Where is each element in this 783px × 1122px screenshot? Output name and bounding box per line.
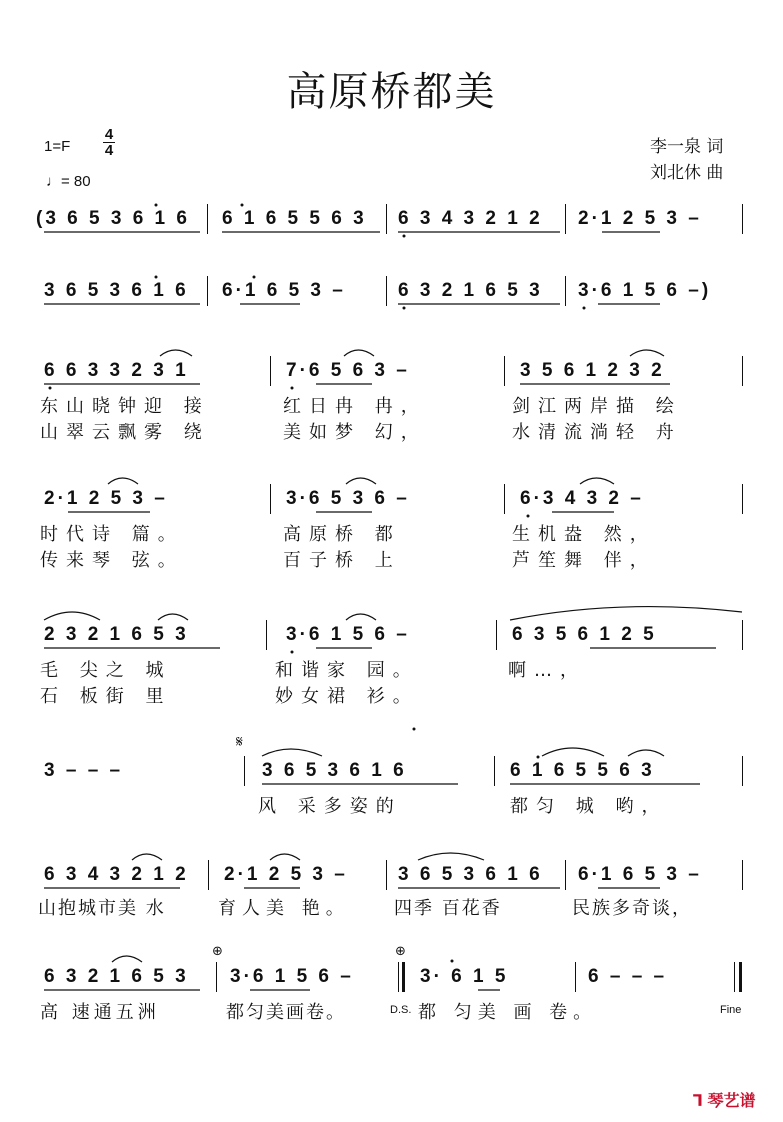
octave-dot — [291, 387, 294, 390]
quarter-note-icon: ♩ — [46, 173, 61, 190]
system-4-lyrics-2a: 传来琴 弦。 — [40, 550, 184, 571]
slur — [346, 478, 376, 484]
octave-dot — [451, 960, 454, 963]
slur — [132, 854, 162, 860]
system-2-measure-3: 6 3 2 1 6 5 3 — [398, 280, 543, 301]
slur — [630, 350, 664, 356]
octave-dot — [413, 728, 416, 731]
system-3-lyrics-2b: 美如梦 幻， — [283, 422, 427, 443]
slur — [108, 478, 138, 484]
system-1-measure-4: 2·1 2 5 3 – — [578, 208, 702, 229]
coda-icon-2: ⊕ — [395, 944, 406, 959]
slur — [542, 748, 604, 756]
segno-icon: 𝄋 — [236, 732, 243, 751]
system-2-measure-4: 3·6 1 5 6 –) — [578, 280, 712, 301]
system-3-lyrics-2c: 水清流淌轻 舟 — [512, 422, 682, 443]
slur — [160, 350, 192, 356]
system-8-lyrics-1a: 高 速通五洲 — [40, 1002, 160, 1023]
system-5-lyrics-1a: 毛 尖之 城 — [40, 660, 172, 681]
system-4-lyrics-2c: 芦笙舞 伴， — [512, 550, 656, 571]
system-6-lyrics-1c: 都匀 城 哟， — [510, 796, 668, 817]
system-2-measure-2: 6·1 6 5 3 – — [222, 280, 346, 301]
coda-icon-1: ⊕ — [212, 944, 223, 959]
system-7-measure-2: 2·1 2 5 3 – — [224, 864, 348, 885]
system-6-lyrics-1b: 风 采多姿的 — [258, 796, 402, 817]
system-7-lyrics-1c: 四季 百花香 — [394, 898, 502, 919]
slur — [344, 350, 374, 356]
system-1-measure-1: (3 6 5 3 6 1 6 — [36, 208, 190, 229]
slur — [628, 750, 664, 756]
key-signature: 1=F — [44, 138, 71, 155]
system-3-lyrics-1a: 东山晓钟迎 接 — [40, 396, 210, 417]
system-5-lyrics-1b: 和谐家 园。 — [275, 660, 419, 681]
system-8-lyrics-1b: 都匀美画卷。 — [226, 1002, 346, 1023]
system-4-measure-3: 6·3 4 3 2 – — [520, 488, 644, 509]
system-6-measure-2: 3 6 5 3 6 1 6 — [262, 760, 407, 781]
system-5-lyrics-2a: 石 板街 里 — [40, 686, 172, 707]
system-6-measure-3: 6 1 6 5 5 6 3 — [510, 760, 655, 781]
system-1-measure-2: 6 1 6 5 5 6 3 — [222, 208, 367, 229]
system-8-measure-2: 3·6 1 5 6 – — [230, 966, 354, 987]
system-4-measure-1: 2·1 2 5 3 – — [44, 488, 168, 509]
system-5-measure-3: 6 3 5 6 1 2 5 — [512, 624, 657, 645]
ds-marking: D.S. — [390, 1004, 412, 1016]
slur — [158, 614, 188, 620]
slur — [580, 478, 614, 484]
lyricist: 李一泉 词 — [650, 137, 724, 157]
slur — [270, 854, 300, 860]
system-5-lyrics-1c: 啊…， — [508, 660, 586, 681]
system-5-measure-1: 2 3 2 1 6 5 3 — [44, 624, 189, 645]
system-3-lyrics-1b: 红日冉 冉， — [283, 396, 427, 417]
slur — [112, 956, 142, 962]
slur — [418, 853, 484, 860]
system-8-lyrics-1c: 都 匀美 画 卷。 — [418, 1002, 598, 1023]
system-7-lyrics-1a: 山抱城市美 水 — [38, 898, 166, 919]
octave-dot — [49, 387, 52, 390]
system-3-measure-1: 6 6 3 3 2 3 1 — [44, 360, 189, 381]
system-7-measure-3: 3 6 5 3 6 1 6 — [398, 864, 543, 885]
system-7-lyrics-1b: 育人美 艳。 — [218, 898, 350, 919]
system-4-lyrics-1a: 时代诗 篇。 — [40, 524, 184, 545]
octave-dot — [403, 307, 406, 310]
system-3-measure-3: 3 5 6 1 2 3 2 — [520, 360, 665, 381]
logo-icon: ⅂ — [693, 1091, 708, 1110]
slur — [44, 612, 100, 620]
system-7-measure-4: 6·1 6 5 3 – — [578, 864, 702, 885]
slur — [510, 607, 742, 620]
system-1-measure-3: 6 3 4 3 2 1 2 — [398, 208, 543, 229]
system-8-measure-1: 6 3 2 1 6 5 3 — [44, 966, 189, 987]
octave-dot — [291, 651, 294, 654]
logo-text: 琴艺谱 — [707, 1091, 756, 1110]
system-4-lyrics-2b: 百子桥 上 — [283, 550, 401, 571]
fine-marking: Fine — [720, 1004, 742, 1016]
composer: 刘北休 曲 — [650, 163, 724, 183]
tempo-value: = 80 — [61, 173, 91, 190]
system-2-measure-1: 3 6 5 3 6 1 6 — [44, 280, 189, 301]
system-3-measure-2: 7·6 5 6 3 – — [286, 360, 410, 381]
page-title: 高原桥都美 — [286, 69, 497, 115]
system-4-measure-2: 3·6 5 3 6 – — [286, 488, 410, 509]
time-sig-top: 4 — [104, 126, 114, 143]
system-8-measure-4: 6 – – – — [588, 966, 668, 987]
slur — [346, 614, 376, 620]
octave-dot — [403, 235, 406, 238]
system-7-measure-1: 6 3 4 3 2 1 2 — [44, 864, 189, 885]
system-7-lyrics-1d: 民族多奇谈， — [572, 898, 692, 919]
system-3-lyrics-1c: 剑江两岸描 绘 — [512, 396, 682, 417]
system-3-lyrics-2a: 山翠云飘雾 绕 — [40, 422, 210, 443]
system-8-measure-3: 3· 6 1 5 — [420, 966, 509, 987]
system-4-lyrics-1c: 生机盎 然， — [512, 524, 656, 545]
system-4-lyrics-1b: 高原桥 都 — [283, 524, 401, 545]
time-sig-bottom: 4 — [104, 142, 114, 159]
octave-dot — [155, 204, 158, 207]
octave-dot — [537, 756, 540, 759]
system-6-measure-1: 3 – – – — [44, 760, 124, 781]
system-5-lyrics-2b: 妙女裙 衫。 — [275, 686, 419, 707]
octave-dot — [241, 204, 244, 207]
octave-dot — [155, 276, 158, 279]
octave-dot — [583, 307, 586, 310]
system-5-measure-2: 3·6 1 5 6 – — [286, 624, 410, 645]
octave-dot — [253, 276, 256, 279]
slur — [262, 749, 322, 756]
octave-dot — [527, 515, 530, 518]
